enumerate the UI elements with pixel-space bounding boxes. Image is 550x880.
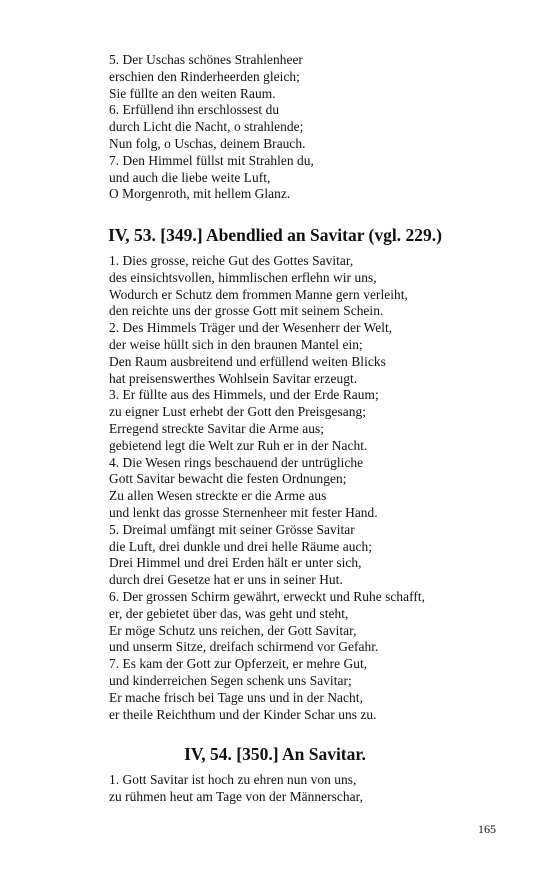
verse-line: und lenkt das grosse Sternenheer mit fester Hand. — [109, 504, 378, 520]
verse-line: 7. Den Himmel füllst mit Strahlen du, — [109, 152, 314, 168]
verse-line: 4. Die Wesen rings beschauend der untrügliche — [109, 454, 364, 470]
section-54-heading: IV, 54. [350.] An Savitar. — [184, 744, 366, 764]
verse-line: Wodurch er Schutz dem frommen Manne gern verleiht, — [109, 286, 408, 302]
verse-line: Den Raum ausbreitend und erfüllend weiten Blicks — [109, 353, 386, 369]
verse-line: erschien den Rinderheerden gleich; — [109, 68, 300, 84]
verse-line: er theile Reichthum und der Kinder Schar uns zu. — [109, 706, 377, 722]
verse-line: er, der gebietet über das, was geht und steht, — [109, 605, 349, 621]
verse-line: durch Licht die Nacht, o strahlende; — [109, 119, 304, 135]
verse-line: und unserm Sitze, dreifach schirmend vor Gefahr. — [109, 639, 379, 655]
verse-line: den reichte uns der grosse Gott mit seinem Schein. — [109, 303, 384, 319]
verse-line: des einsichtsvollen, himmlischen erflehn wir uns, — [109, 269, 377, 285]
verse-line: und kinderreichen Segen schenk uns Savitar; — [109, 672, 352, 688]
verse-line: durch drei Gesetze hat er uns in seiner Hut. — [109, 572, 343, 588]
page-number: 165 — [478, 822, 496, 836]
verse-line: 6. Der grossen Schirm gewährt, erweckt und Ruhe schafft, — [109, 588, 426, 604]
verse-line: Erregend streckte Savitar die Arme aus; — [109, 420, 325, 436]
verse-line: 5. Der Uschas schönes Strahlenheer — [109, 52, 303, 67]
verse-line: die Luft, drei dunkle und drei helle Räume auch; — [109, 538, 373, 554]
verse-line: gebietend legt die Welt zur Ruh er in der Nacht. — [109, 437, 368, 453]
section-53-text — [109, 253, 509, 723]
verse-line: 6. Erfüllend ihn erschlossest du — [109, 102, 280, 118]
verse-line: hat preisenswerthes Wohlsein Savitar erzeugt. — [109, 370, 358, 386]
verse-line: Nun folg, o Uschas, deinem Brauch. — [109, 135, 306, 151]
verse-line: Er mache frisch bei Tage uns und in der Nacht, — [109, 689, 363, 705]
verse-line: 3. Er füllte aus des Himmels, und der Erde Raum; — [109, 387, 379, 403]
verse-line: Sie füllte an den weiten Raum. — [109, 85, 276, 101]
verse-line: der weise hüllt sich in den braunen Mantel ein; — [109, 336, 363, 352]
verse-line: Gott Savitar bewacht die festen Ordnungen; — [109, 471, 347, 487]
verse-line: 1. Gott Savitar ist hoch zu ehren nun von uns, — [109, 772, 357, 787]
verse-line: O Morgenroth, mit hellem Glanz. — [109, 186, 291, 202]
verse-line: Er möge Schutz uns reichen, der Gott Savitar, — [109, 622, 357, 638]
verse-line: 1. Dies grosse, reiche Gut des Gottes Savitar, — [109, 253, 354, 268]
stanzas-top — [109, 52, 509, 203]
section-53-heading: IV, 53. [349.] Abendlied an Savitar (vgl. 229.) — [108, 225, 442, 245]
verse-line: und auch die liebe weite Luft, — [109, 169, 271, 185]
verse-line: 2. Des Himmels Träger und der Wesenherr der Welt, — [109, 320, 393, 336]
verse-line: Zu allen Wesen streckte er die Arme aus — [109, 488, 327, 504]
verse-line: Drei Himmel und drei Erden hält er unter sich, — [109, 555, 362, 571]
verse-line: zu eigner Lust erhebt der Gott den Preisgesang; — [109, 404, 367, 420]
verse-line: 5. Dreimal umfängt mit seiner Grösse Savitar — [109, 521, 355, 537]
verse-line: zu rühmen heut am Tage von der Männerschar, — [109, 788, 364, 804]
verse-line: 7. Es kam der Gott zur Opferzeit, er mehre Gut, — [109, 656, 368, 672]
section-54-text — [109, 772, 509, 806]
